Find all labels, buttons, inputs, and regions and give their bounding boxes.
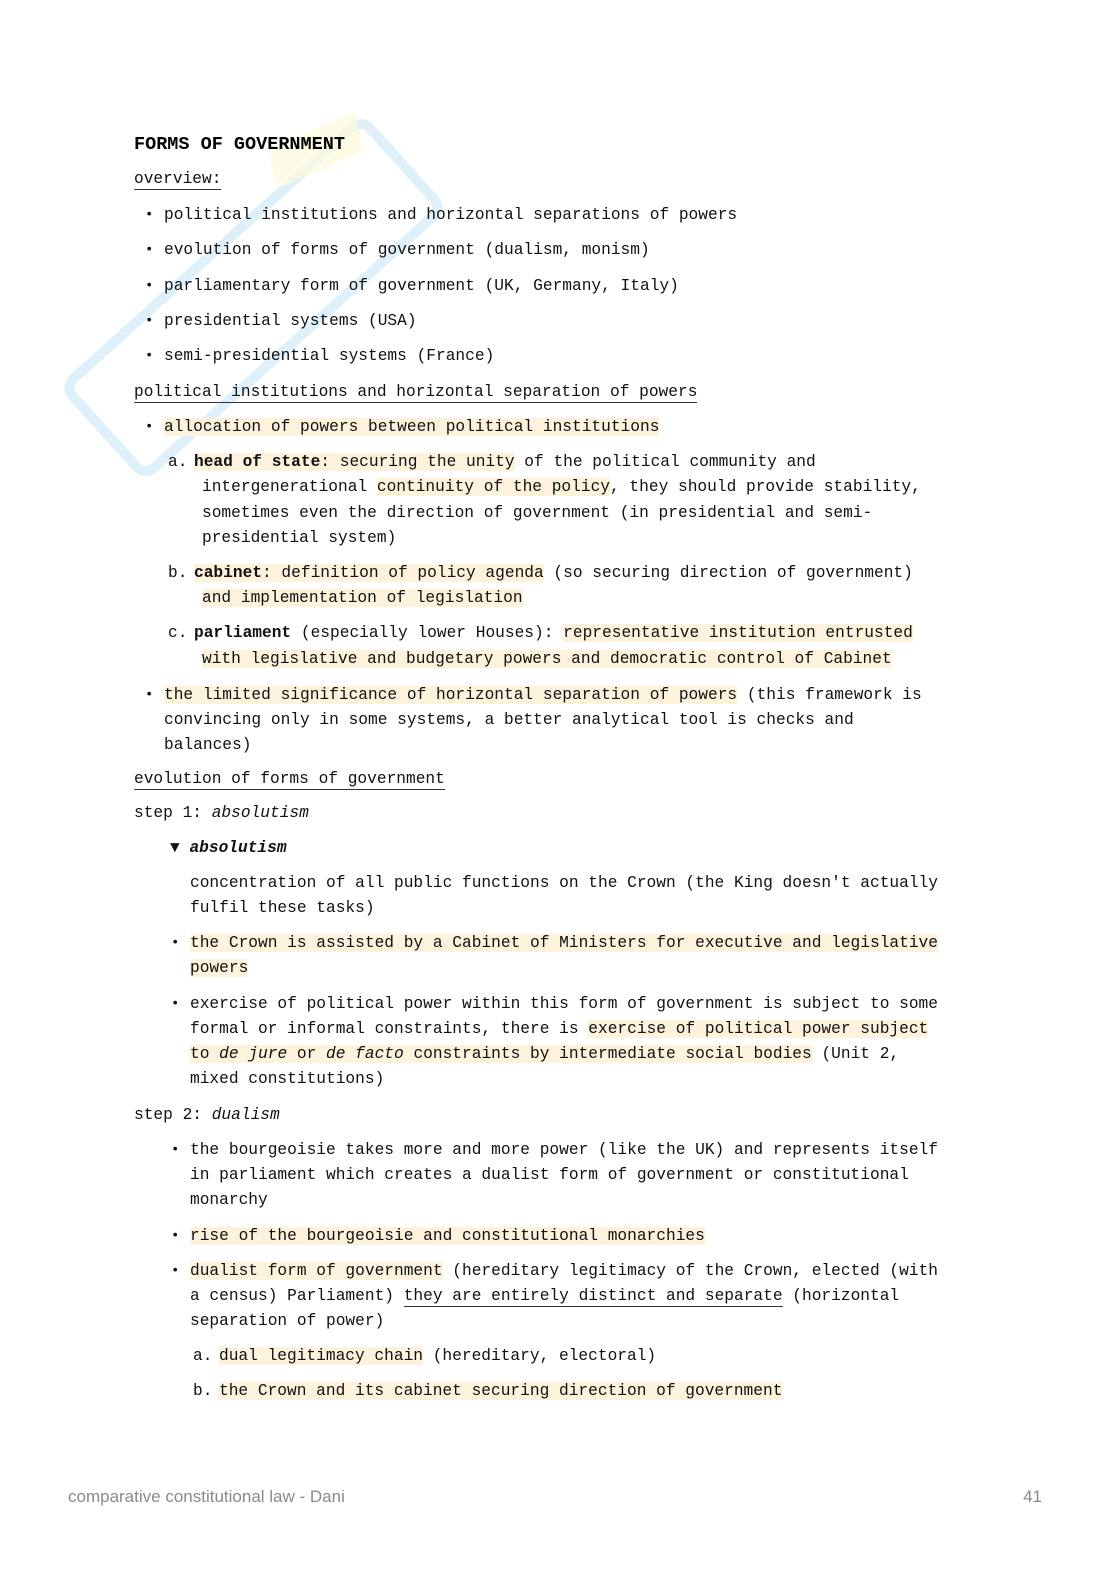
dualist-line-1: • dualist form of government (hereditary legitimacy of the Crown, elected (with [190, 1262, 938, 1280]
dual-legitimacy-item: dual legitimacy chain (hereditary, electoral) [219, 1347, 657, 1365]
limited-significance-line-3: balances) [164, 736, 252, 754]
crown-assisted-line-1: • the Crown is assisted by a Cabinet of Ministers for executive and legislative [190, 934, 938, 952]
footer-course-label: comparative constitutional law - Dani [68, 1487, 345, 1506]
limited-significance-line-1: • the limited significance of horizontal separation of powers (this framework is [164, 686, 922, 704]
overview-item: • evolution of forms of government (dualism, monism) [164, 241, 650, 259]
bourgeoisie-line-2: in parliament which creates a dualist form of government or constitutional [190, 1166, 909, 1184]
head-of-state-line-1: head of state: securing the unity of the political community and [194, 453, 816, 471]
absolutism-toggle[interactable]: ▼ absolutism [170, 839, 287, 857]
step-2-label: step 2: dualism [134, 1106, 280, 1124]
cabinet-line-1: cabinet: definition of policy agenda (so securing direction of government) [194, 564, 913, 582]
parliament-line-1: parliament (especially lower Houses): representative institution entrusted [194, 624, 913, 642]
overview-item: • presidential systems (USA) [164, 312, 417, 330]
overview-item: • semi-presidential systems (France) [164, 347, 494, 365]
exercise-line-3: to de jure or de facto constraints by intermediate social bodies (Unit 2, [190, 1045, 900, 1063]
crown-cabinet-item: the Crown and its cabinet securing direction of government [219, 1382, 783, 1400]
bourgeoisie-line-1: • the bourgeoisie takes more and more power (like the UK) and represents itself [190, 1141, 938, 1159]
section-heading-evolution: evolution of forms of government [134, 770, 445, 788]
parliament-line-2: with legislative and budgetary powers and democratic control of Cabinet [202, 650, 892, 668]
list-marker-a: a. [193, 1347, 213, 1365]
page-title: FORMS OF GOVERNMENT [134, 134, 345, 155]
list-marker-c: c. [168, 624, 188, 642]
list-marker-a: a. [168, 453, 188, 471]
step-1-label: step 1: absolutism [134, 804, 309, 822]
crown-assisted-line-2: powers [190, 959, 249, 977]
bourgeoisie-line-3: monarchy [190, 1191, 268, 1209]
limited-significance-line-2: convincing only in some systems, a better analytical tool is checks and [164, 711, 854, 729]
overview-item: • parliamentary form of government (UK, Germany, Italy) [164, 277, 679, 295]
dualist-line-2: a census) Parliament) they are entirely distinct and separate (horizontal [190, 1287, 900, 1305]
concentration-line-2: fulfil these tasks) [190, 899, 375, 917]
head-of-state-line-4: presidential system) [202, 529, 397, 547]
exercise-line-2: formal or informal constraints, there is exercise of political power subject [190, 1020, 929, 1038]
exercise-line-4: mixed constitutions) [190, 1070, 385, 1088]
exercise-line-1: • exercise of political power within this form of government is subject to some [190, 995, 938, 1013]
overview-heading: overview: [134, 170, 222, 188]
page-number: 41 [1023, 1487, 1042, 1506]
head-of-state-line-2: intergenerational continuity of the policy, they should provide stability, [202, 478, 921, 496]
list-marker-b: b. [193, 1382, 213, 1400]
rise-bourgeoisie-bullet: • rise of the bourgeoisie and constitutional monarchies [190, 1227, 705, 1245]
list-marker-b: b. [168, 564, 188, 582]
overview-item: • political institutions and horizontal separations of powers [164, 206, 737, 224]
concentration-line-1: concentration of all public functions on the Crown (the King doesn't actually [190, 874, 938, 892]
cabinet-line-2: and implementation of legislation [202, 589, 523, 607]
allocation-bullet: • allocation of powers between political institutions [164, 418, 659, 436]
triangle-down-icon: ▼ [170, 839, 180, 857]
section-heading-political-institutions: political institutions and horizontal separation of powers [134, 383, 698, 401]
dualist-line-3: separation of power) [190, 1312, 385, 1330]
head-of-state-line-3: sometimes even the direction of government (in presidential and semi- [202, 504, 873, 522]
